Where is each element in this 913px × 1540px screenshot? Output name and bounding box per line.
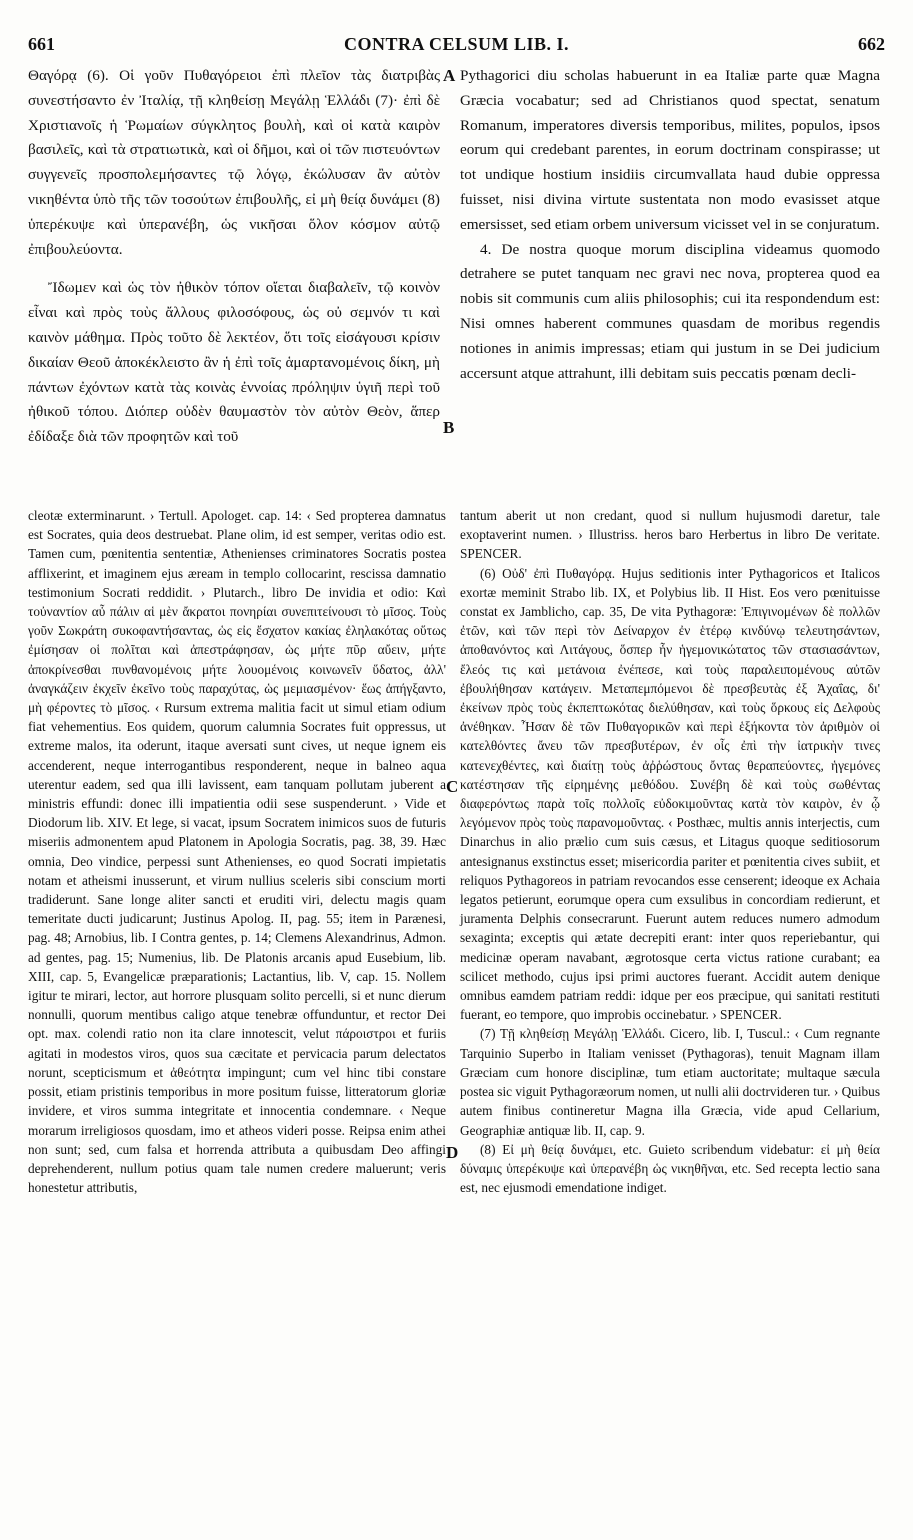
page-number-left: 661 [28,34,55,54]
latin-paragraph: 4. De nostra quoque morum disciplina videamus quomodo detrahere se putet tanquam nec gravi nec nova, propterea quod ea nobis sit communis cum aliis philosophis; cui ita respondendum est: Nisi omnes haberent communes quasdam de moribus regendis notiones in animis impressas; etiam qui justum in se Dei judicium accersunt atque attrahunt, illi debitam suis peccatis pœnam decli- [460,240,880,382]
greek-main-text [28,64,440,450]
footnote-8: (8) Εἰ μὴ θείᾳ δυνάμει, etc. Guieto scribendum videbatur: εἰ μὴ θεία δύναμις ὑπερέκυψε καὶ ὑπερανέβη ὡς νικηθῆναι, etc. Sed recepta lectio sana est, nec ejusmodi emendatione indiget. [460,1141,880,1196]
latin-paragraph: Pythagorici diu scholas habuerunt in ea Italiæ parte quæ Magna Græcia vocabatur; sed ad Christianos quod spectat, senatum Romanum, imperatores diversis temporibus, milites, populos, ipsos eorum qui credebant parentes, in eorum doctrinam conspirasse; ut tot undique hostium insidiis circumvallata haud dubie oppressa fuisset, nisi divina virtute sustentata non modo evasisset atque emersisset, sed etiam orbem universum vicisset vel in se conjuratum. [460,67,880,233]
footnotes-left-column [28,506,446,1197]
greek-paragraph: Θαγόρᾳ (6). Οἱ γοῦν Πυθαγόρειοι ἐπὶ πλεῖον τὰς διατριβὰς συνεστήσαντο ἐν Ἰταλίᾳ, τῇ κληθείσῃ Μεγάλῃ Ἑλλάδι (7)· ἐπὶ δὲ Χριστιανοῖς ἡ Ῥωμαίων σύγκλητος βουλὴ, καὶ οἱ κατὰ καιρὸν βασιλεῖς, καὶ τὰ στρατιωτικὰ, καὶ οἱ δῆμοι, καὶ οἱ τῶν πιστευόντων συγγενεῖς προσπολεμήσαντες τῷ λόγῳ, ἐκώλυσαν ἂν αὐτὸν νικηθέντα ὑπὸ τῆς τῶν τοσούτων ἐπιβουλῆς, εἰ μὴ θείᾳ δυνάμει (8) ὑπερέκυψε καὶ ὑπερανέβη, ὡς νικῆσαι ὅλον κόσμον αὐτῷ ἐπιβουλεύοντα. [28,67,440,258]
page-number-right: 662 [858,34,885,54]
latin-main-text [460,64,880,386]
footnote-7: (7) Τῇ κληθείσῃ Μεγάλῃ Ἑλλάδι. Cicero, lib. I, Tuscul.: ‹ Cum regnante Tarquinio Superbo in Italiam venisset (Pythagoras), tenuit Magnam illam Græciam cum honore disciplinæ, tum etiam auctoritate; multaque sæcula postea sic viguit Pythagoræorum nomen, ut nulli alii doctrvideren tur. › Quibus autem finibus contineretur Magna illa Græcia, vide apud Cellarium, Geographiæ antiquæ lib. II, cap. 9. [460,1026,880,1138]
footnote-6: (6) Οὐδ' ἐπὶ Πυθαγόρᾳ. Hujus seditionis inter Pythagoricos et Italicos exortæ meminit Strabo lib. IX, et Polybius lib. II Hist. Eos vero pœnituisse constat ex Jamblicho, cap. 35, De vita Pythagoræ: Ἐπιγινομένων δὲ πολλῶν ἐτῶν, καὶ τῶν περὶ τὸν Δείναρχον ἐν ἑτέρῳ κινδύνῳ τελευτησάντων, ἀποθανόντος καὶ Λιτάγους, ὅσπερ ἦν ἡγεμονικώτατος τῶν στασιασάντων, ἔλεός τις καὶ μετάνοια ἐνέπεσε, καὶ τοὺς παραλειπομένους αὐτῶν ἐβουλήθησαν κατάγειν. Μεταπεμπόμενοι δὲ πρεσβευτὰς ἐξ Ἀχαΐας, δι' ἐκείνων πρὸς τοὺς ἐκπεπτωκότας διελύθησαν, καὶ τοὺς ὅρκους εἰς Δελφοὺς ἀνέθηκαν. Ἦσαν δὲ τῶν Πυθαγορικῶν καὶ περὶ ἑξήκοντα τὸν ἀριθμὸν οἱ κατελθόντες ἄνευ τῶν πρεσβυτέρων, ἐν οἷς ἐπὶ τὴν ἰατρικὴν τινες κατενεχθέντες, καὶ διαίτῃ τοὺς ἀῤῥώστους ὄντας θεραπεύοντες, ἡγεμόνες κατέστησαν τῆς εἰρημένης μεθόδου. Συνέβη δὲ καὶ τοὺς σωθέντας διαφερόντως παρὰ τοῖς πολλοῖς εὐδοκιμοῦντας κατὰ τὸν καιρὸν, ἐν ᾧ λεγόμενον πρὸς τοὺς παρανομοῦντας. ‹ Posthæc, multis annis interjectis, cum Dinarchus in alio prælio cum suis cæsus, et Litagus quoque seditiosorum antesignanus exstinctus esset; misericordia pariter et pœnitentia cives subiit, et reliquos Pythagoreos in patriam revocandos esse censerent; ideoque ex Achaia legatos petierunt, eorumque opera cum exsulibus in concordiam redierunt, et juramenta Delphis consecrarunt. Fuerunt autem reduces numero admodum sexaginta; exceptis qui ætate decrepiti erant: inter quos reperiebantur, qui medicinæ operam navabant, ægrotosque certa victus ratione curabant; ea scilicet methodo, cujus ipsi primi auctores fuerant. Accidit autem denique omnibus eamdem patriam reddi: idque per eos præcipue, qui sanitati restituti fuerant, eo tempore, quo improbis occinebatur. › SPENCER. [460,565,880,1023]
margin-letter-a: A [443,66,456,85]
running-title: CONTRA CELSUM LIB. I. [343,34,570,54]
margin-letter-d: D [446,1143,459,1162]
footnotes-right-column [460,506,880,1197]
greek-paragraph: Ἴδωμεν καὶ ὡς τὸν ἠθικὸν τόπον οἴεται διαβαλεῖν, τῷ κοινὸν εἶναι καὶ πρὸς τοὺς ἄλλους φιλοσόφους, ὡς οὐ σεμνόν τι καὶ καινὸν μάθημα. Πρὸς τοῦτο δὲ λεκτέον, ὅτι τοῖς εἰσάγουσι κρίσιν δικαίαν Θεοῦ ἀποκέκλειστο ἂν ἡ ἐπὶ τοῖς ἁμαρτανομένοις δίκη, μὴ πάντων ἐχόντων κατὰ τὰς κοινὰς ἐννοίας πρόληψιν ὑγιῆ περὶ τοῦ ἠθικοῦ τόπου. Διόπερ οὐδὲν θαυμαστὸν τὸν αὐτὸν Θεὸν, ἅπερ ἐδίδαξε διὰ τῶν προφητῶν καὶ τοῦ [28,279,440,446]
running-header [28,34,885,58]
margin-letter-b: B [443,418,455,437]
footnote-text: tantum aberit ut non credant, quod si nullum hujusmodi daretur, tale exoptaverint numen. › Illustriss. heros baro Herbertus in libro De veritate. SPENCER. [460,508,880,562]
footnote-text: cleotæ exterminarunt. › Tertull. Apologet. cap. 14: ‹ Sed propterea damnatus est Socrates, quia deos destruebat. Plane olim, id est semper, veritas odio est. Tamen cum, pœnitentia sententiæ, Athenienses criminatores Socratis postea afflixerint, et imaginem ejus æream in templo collocarint, rescissa damnatio testimonium Socrati reddidit. › Plutarch., libro De invidia et odio: Καὶ τοὐναντίον αὖ πάλιν αἱ μὲν ἄκρατοι πονηρίαι συνεπιτείνουσι τὸ μῖσος. Τοὺς γοῦν Σωκράτη συκοφαντήσαντας, ὡς εἰς ἔσχατον κακίας ἐληλακότας οὕτως ἐμίσησαν οἱ πολῖται καὶ ἀπεστράφησαν, ὡς μήτε πῦρ αὔειν, μήτε ἀποκρίνεσθαι πυνθανομένοις μήτε λουομένοις κοινωνεῖν ὕδατος, ἀλλ' ἀναγκάζειν ἐκχεῖν ἐκεῖνο τοὺς παραχύτας, ὡς μεμιασμένον· ἕως ἀπήγξαντο, μὴ φέροντες τὸ μῖσος. ‹ Rursum extrema malitia facit ut simul etiam odium fiat vehementius. Eos quidem, quorum calumnia Socrates fuit oppressus, ut extreme malos, ita oderunt, itaque aversati sunt cives, ut neque ignem eis accenderent, neque interrogantibus responderent, neque in balneo aqua uterentur eadem, sed qua illi lavissent, eam tanquam pollutam juberent a ministris effundi: donec illi impatientia odii sese suspenderunt. › Vide et Diodorum lib. XIV. Et lege, si vacat, ipsum Socratem inimicos suos de futuris miseriis admonentem apud Platonem in Apologia Socratis, pag. 38, 39. Hæc omnia, Deo vindice, perpessi sunt Athenienses, eo quod Socrati impietatis notam et atheismi inusserunt, et virum nullius sceleris sibi conscium morti tradiderunt. Sane longe aliter sancti et eruditi viri, delectu magis quam temeritate ducti judicarunt; Justinus Apolog. II, pag. 55; item in Parænesi, pag. 48; Arnobius, lib. I Contra gentes, p. 14; Clemens Alexandrinus, Admon. ad gentes, pag. 15; Numenius, lib. De Platonis arcanis apud Eusebium, lib. XIII, cap. 5, Evangelicæ præparationis; Lactantius, lib. V, cap. 15. Nollem igitur te mirari, lector, aut horrore plusquam solito percelli, si et nunc dierum nonnulli, quorum mentibus caligo atque tenebræ offunduntur, et rector Dei opt. max. colendi ratio non ita clare innotescit, velut πάροιστροι et furiis agitati in modestos viros, quos sua cæcitate et pervicacia parum delectatos norunt, scepticismum et ἀθεότητα impingunt; cum vel hinc tibi constare possit, etiam pristinis temporibus in more positum fuisse, litteratorum gloriæ invidere, et viros summa integritate et innocentia condemnare. ‹ Neque morarum irreligiosos quosdam, imo et atheos videri posse. Reipsa enim athei non sunt; sed, cum falsa et horrenda attributa a quibusdam Deo affingi deprehenderent, nullum potius quam tale numen credere maluerunt; veris honestetur attributis, [28,508,446,1196]
margin-letter-c: C [446,777,459,796]
